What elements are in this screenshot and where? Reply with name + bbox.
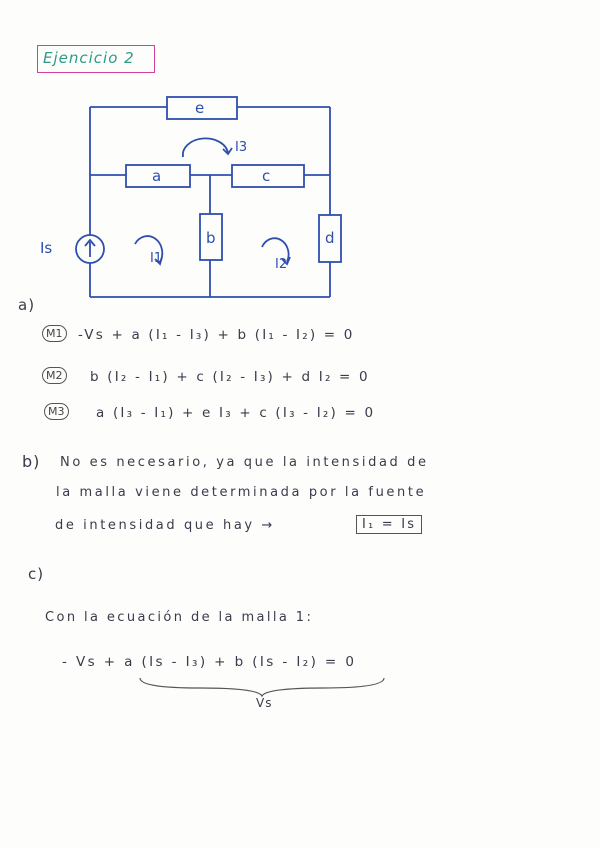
part-b-line-3: de intensidad que hay → [55, 518, 275, 533]
brace-under-equation [0, 670, 600, 730]
circuit-diagram [0, 0, 600, 310]
mesh-arrow-i3 [183, 138, 228, 157]
equation-m1: -Vs + a (I₁ - I₃) + b (I₁ - I₂) = 0 [78, 327, 355, 343]
brace-label: Vs [256, 696, 273, 710]
part-c-intro: Con la ecuación de la malla 1: [45, 610, 314, 625]
label-c: c [262, 167, 271, 185]
label-e: e [195, 99, 205, 117]
part-c-label: c) [28, 565, 45, 583]
page-title: Ejencicio 2 [43, 49, 135, 67]
part-b-label: b) [22, 452, 41, 471]
label-i1: I1 [150, 251, 163, 266]
label-i2: I2 [275, 257, 288, 272]
part-b-line-2: la malla viene determinada por la fuente [56, 485, 427, 500]
part-c-equation: - Vs + a (Is - I₃) + b (Is - I₂) = 0 [62, 654, 357, 670]
equation-m2: b (I₂ - I₁) + c (I₂ - I₃) + d I₂ = 0 [90, 369, 370, 385]
label-i3: I3 [235, 140, 248, 155]
mesh-tag-m3: M3 [44, 403, 69, 420]
part-b-line-1: No es necesario, ya que la intensidad de [60, 455, 429, 470]
label-a: a [152, 167, 162, 185]
label-b: b [206, 229, 216, 247]
mesh-tag-m2: M2 [42, 367, 67, 384]
equation-m3: a (I₃ - I₁) + e I₃ + c (I₃ - I₂) = 0 [96, 405, 376, 421]
mesh-tag-m1: M1 [42, 325, 67, 342]
label-d: d [325, 229, 335, 247]
label-is: Is [40, 239, 53, 257]
part-a-label: a) [18, 296, 36, 314]
part-b-result-box: I₁ = Is [356, 515, 422, 534]
